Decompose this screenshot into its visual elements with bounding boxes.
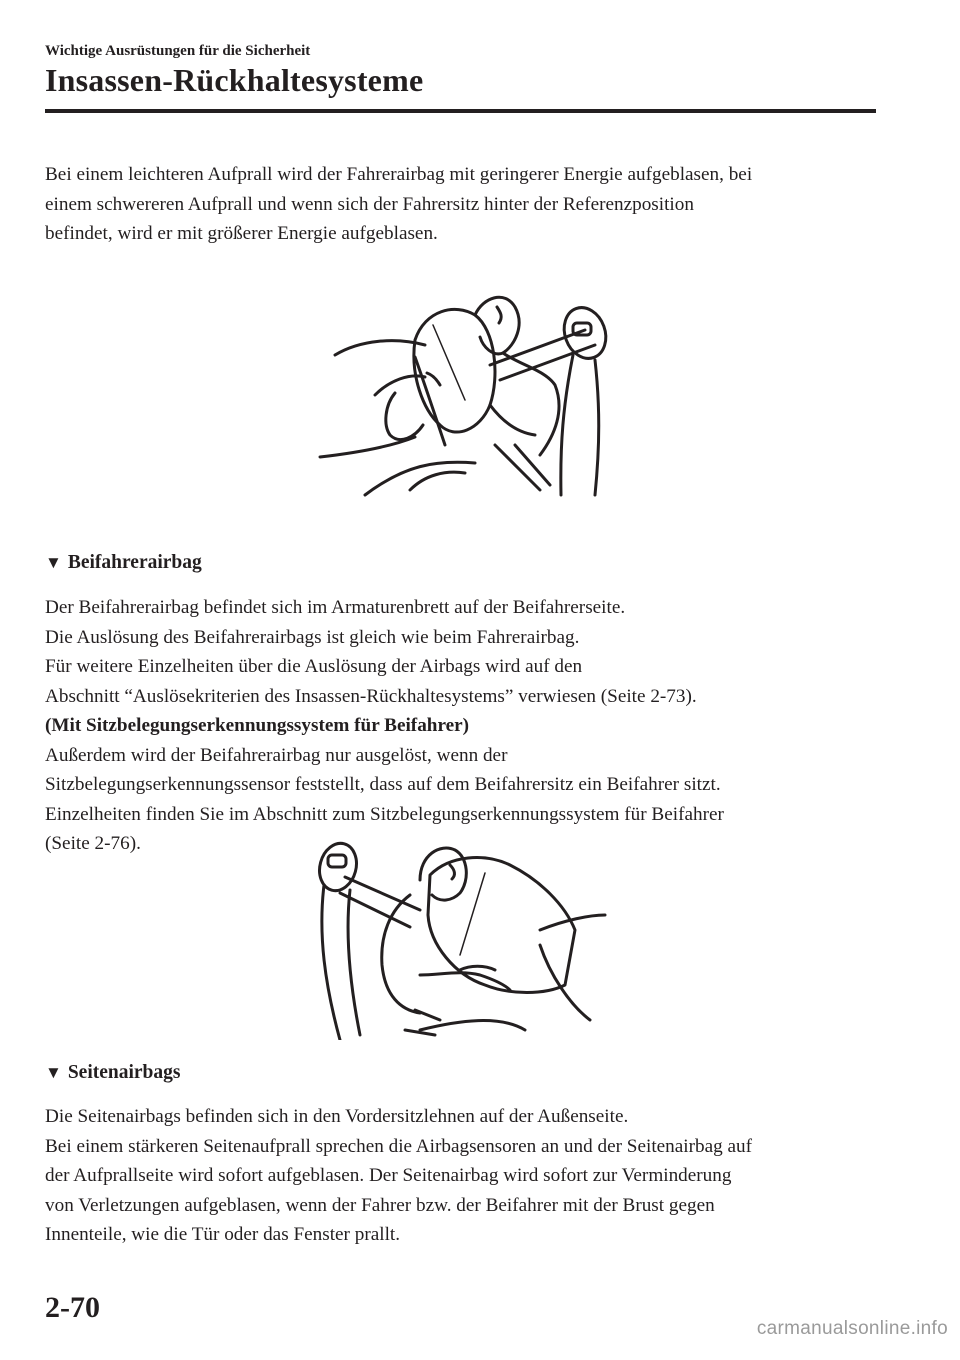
body-line: Einzelheiten finden Sie im Abschnitt zum Sitzbelegungserkennungssystem für Beifahrer [45,803,724,825]
triangle-marker-icon: ▼ [45,1063,62,1082]
side-airbag-heading [45,1062,181,1084]
side-airbag-paragraph [45,1102,885,1250]
chapter-title: Insassen-Rückhaltesysteme [45,62,424,98]
body-line: (Seite 2-76). [45,833,141,854]
body-line: Abschnitt “Auslösekriterien des Insassen-Rückhaltesystems” verwiesen (Seite 2-73). [45,685,697,707]
occupant-head [420,848,466,900]
dashboard-line [335,341,425,355]
intro-paragraph [45,160,885,249]
passenger-airbag-heading [45,552,202,574]
seatbelt [345,877,420,910]
body-line: Innenteile, wie die Tür oder das Fenster prallt. [45,1224,401,1245]
seat-back [322,885,340,1040]
intro-line: einem schwereren Aufprall und wenn sich der Fahrersitz hinter der Referenzposition [45,193,694,215]
body-line: Die Auslösung des Beifahrerairbags ist gleich wie beim Fahrerairbag. [45,626,580,648]
body-line: Die Seitenairbags befinden sich in den Vordersitzlehnen auf der Außenseite. [45,1106,629,1127]
occupant-body [382,895,420,1013]
heading-text: Seitenairbags [67,1062,181,1083]
section-label: Wichtige Ausrüstungen für die Sicherheit [45,43,311,59]
body-line: Für weitere Einzelheiten über die Auslösung der Airbags wird auf den [45,656,583,677]
body-line: Bei einem stärkeren Seitenaufprall sprechen die Airbagsensoren an und der Seitenairbag auf [45,1135,753,1157]
intro-line: Bei einem leichteren Aufprall wird der Fahrerairbag mit geringerer Energie aufgeblasen, bei [45,164,753,185]
body-line: von Verletzungen aufgeblasen, wenn der Fahrer bzw. der Beifahrer mit der Brust gegen [45,1194,715,1216]
driver-airbag-illustration [315,285,615,500]
triangle-marker-icon: ▼ [45,553,62,572]
column-cover [386,393,423,440]
airbag-shape [414,309,495,432]
body-line: Sitzbelegungserkennungssensor feststellt, dass auf dem Beifahrersitz ein Beifahrer sitzt. [45,774,721,795]
passenger-airbag-paragraph [45,593,885,859]
body-line: Außerdem wird der Beifahrerairbag nur ausgelöst, wenn der [45,744,508,766]
watermark: carmanualsonline.info [756,1318,948,1339]
intro-line: befindet, wird er mit größerer Energie aufgeblasen. [45,223,438,244]
body-line: der Aufprallseite wird sofort aufgeblasen. Der Seitenairbag wird sofort zur Verminderung [45,1165,732,1186]
header-rule [45,109,876,113]
page-number: 2-70 [45,1291,100,1324]
body-line: Der Beifahrerairbag befindet sich im Armaturenbrett auf der Beifahrerseite. [45,597,626,618]
bold-subheading: (Mit Sitzbelegungserkennungssystem für Beifahrer) [45,715,470,736]
passenger-airbag-illustration [310,835,610,1040]
seat-back [561,355,573,495]
heading-text: Beifahrerairbag [67,552,202,573]
steering-wheel [415,357,445,445]
